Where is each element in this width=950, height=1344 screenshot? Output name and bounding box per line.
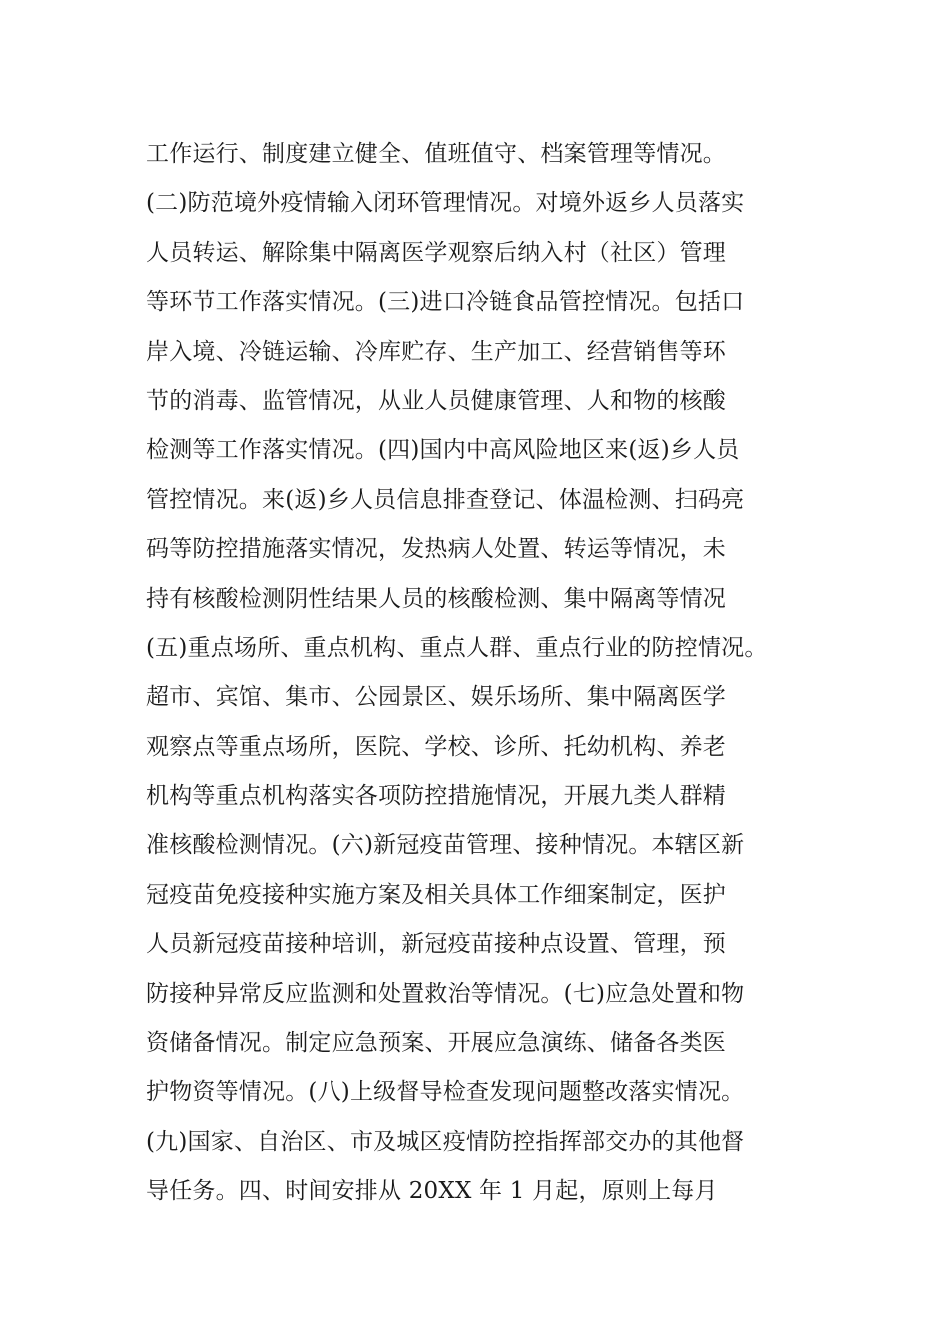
text-line: 等环节工作落实情况。(三)进口冷链食品管控情况。包括口: [146, 289, 745, 316]
text-line: 岸入境、冷链运输、冷库贮存、生产加工、经营销售等环: [146, 338, 726, 365]
body-text: [146, 130, 846, 1217]
text-line: 防接种异常反应监测和处置救治等情况。(七)应急处置和物: [146, 980, 745, 1007]
text-line: 检测等工作落实情况。(四)国内中高风险地区来(返)乡人员: [146, 437, 740, 464]
text-line: 人员转运、解除集中隔离医学观察后纳入村（社区）管理: [146, 239, 726, 266]
text-line: 超市、宾馆、集市、公园景区、娱乐场所、集中隔离医学: [146, 684, 726, 711]
text-line: 码等防控措施落实情况，发热病人处置、转运等情况，未: [146, 536, 726, 563]
text-line: (二)防范境外疫情输入闭环管理情况。对境外返乡人员落实: [146, 190, 745, 217]
text-line: 持有核酸检测阴性结果人员的核酸检测、集中隔离等情况: [146, 585, 726, 612]
text-line: 导任务。四、时间安排从 20XX 年 1 月起，原则上每月: [146, 1178, 718, 1205]
text-line: 资储备情况。制定应急预案、开展应急演练、储备各类医: [146, 1030, 726, 1057]
text-line: 机构等重点机构落实各项防控措施情况，开展九类人群精: [146, 783, 726, 810]
text-line: 观察点等重点场所，医院、学校、诊所、托幼机构、养老: [146, 733, 726, 760]
text-line: 护物资等情况。(八)上级督导检查发现问题整改落实情况。: [146, 1079, 745, 1106]
text-line: 准核酸检测情况。(六)新冠疫苗管理、接种情况。本辖区新: [146, 832, 745, 859]
text-line: 管控情况。来(返)乡人员信息排查登记、体温检测、扫码亮: [146, 486, 745, 513]
text-line: (五)重点场所、重点机构、重点人群、重点行业的防控情况。: [146, 634, 768, 661]
text-line: 人员新冠疫苗接种培训，新冠疫苗接种点设置、管理，预: [146, 931, 726, 958]
text-line: (九)国家、自治区、市及城区疫情防控指挥部交办的其他督: [146, 1128, 745, 1155]
text-line: 工作运行、制度建立健全、值班值守、档案管理等情况。: [146, 141, 726, 167]
text-line: 节的消毒、监管情况，从业人员健康管理、人和物的核酸: [146, 387, 726, 414]
text-line: 冠疫苗免疫接种实施方案及相关具体工作细案制定，医护: [146, 881, 726, 908]
